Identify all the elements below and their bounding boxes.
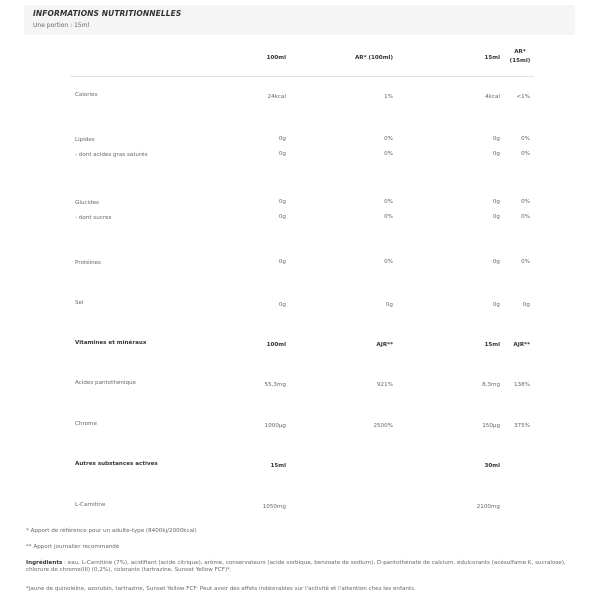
row-label: Calories [75,92,98,98]
value-15ml: 8,3mg [482,382,500,388]
row-label: Lipides [75,137,95,143]
value-ajr-15ml: 375% [514,423,530,429]
value-15ml: 0g [492,302,500,308]
value-100ml: 24kcal [267,94,286,100]
value-ar-100ml: 0% [384,136,393,142]
value-100ml: 0g [278,199,286,205]
ingredients-list: : eau, L-Carnitine (7%), acidifiant (acide citrique), arôme, conservateurs (acide sorbique, benzoate de sodium), D-pantothénate de calcium, édulcorants (acésulfame K, sucralose), chlorure de chrome(III) (0,2%), colorants (tartrazine, Sunset Yellow FCF)*. [26,560,566,573]
value-ar-15ml: <1% [516,94,530,100]
value-100ml: 55,3mg [264,382,286,388]
vitamins-col-ajr-15ml: AJR** [513,342,530,348]
page-title: INFORMATIONS NUTRITIONNELLES [33,9,182,18]
others-col-30ml: 30ml [484,463,500,469]
row-label: Acides pantothénique [75,380,136,386]
row-label: L-Carnitine [75,502,106,508]
vitamins-section-title: Vitamines et minéraux [75,340,147,346]
col-header-15ml: 15ml [484,55,500,61]
ingredients-label: Ingrédients [26,560,63,566]
value-15ml: 0g [492,199,500,205]
portion-subtitle: Une portion : 15ml [33,22,90,29]
value-100ml: 0g [278,136,286,142]
vitamins-col-100ml: 100ml [266,342,286,348]
vitamins-col-15ml: 15ml [484,342,500,348]
header-divider [70,76,534,77]
value-15ml: 1050mg [262,504,286,510]
value-100ml: 0g [278,151,286,157]
value-15ml: 4kcal [485,94,500,100]
row-label: - dont sucres [75,215,112,221]
value-100ml: 0g [278,259,286,265]
nutrition-header [24,5,575,35]
value-ajr-100ml: 2500% [373,423,393,429]
col-header-ar-100ml: AR* (100ml) [354,55,393,61]
row-label: Sel [75,300,84,306]
value-100ml: 1000µg [264,423,286,429]
value-15ml: 0g [492,136,500,142]
value-100ml: 0g [278,302,286,308]
value-30ml: 2100mg [476,504,500,510]
value-ar-15ml: 0% [521,151,530,157]
footnote-colorants-warning: *jaune de quinoléine, azorubin, tartrazine, Sunset Yellow FCF: Peut avoir des effets indésirables sur l'activité et l'attention chez les enfants. [26,586,416,592]
value-15ml: 0g [492,259,500,265]
row-label: - dont acides gras saturés [75,152,148,158]
row-label: Glucides [75,200,99,206]
value-ar-100ml: 0g [385,302,393,308]
footnote-reference-intake: * Apport de référence pour un adulte-type (8400kj/2000kcal) [26,528,197,534]
col-header-ar-label: AR* [514,49,526,55]
others-section-title: Autres substances actives [75,461,158,467]
row-label: Protéines [75,260,101,266]
value-ar-100ml: 0% [384,199,393,205]
col-header-100ml: 100ml [266,55,286,61]
value-ar-15ml: 0% [521,259,530,265]
value-ar-100ml: 0% [384,259,393,265]
col-header-ar-15ml: (15ml) [509,58,531,64]
value-ar-15ml: 0% [521,214,530,220]
value-15ml: 0g [492,151,500,157]
value-ar-15ml: 0% [521,199,530,205]
value-15ml: 0g [492,214,500,220]
footnote-daily-allowance: ** Apport journalier recommandé [26,544,120,550]
value-ajr-100ml: 921% [377,382,393,388]
value-15ml: 150µg [482,423,500,429]
value-ar-100ml: 0% [384,151,393,157]
value-ar-15ml: 0% [521,136,530,142]
row-label: Chrome [75,421,97,427]
vitamins-col-ajr: AJR** [376,342,393,348]
value-ar-15ml: 0g [522,302,530,308]
value-ar-100ml: 1% [384,94,393,100]
value-100ml: 0g [278,214,286,220]
ingredients-text [26,560,586,574]
value-ar-100ml: 0% [384,214,393,220]
value-ajr-15ml: 138% [514,382,530,388]
others-col-15ml: 15ml [270,463,286,469]
